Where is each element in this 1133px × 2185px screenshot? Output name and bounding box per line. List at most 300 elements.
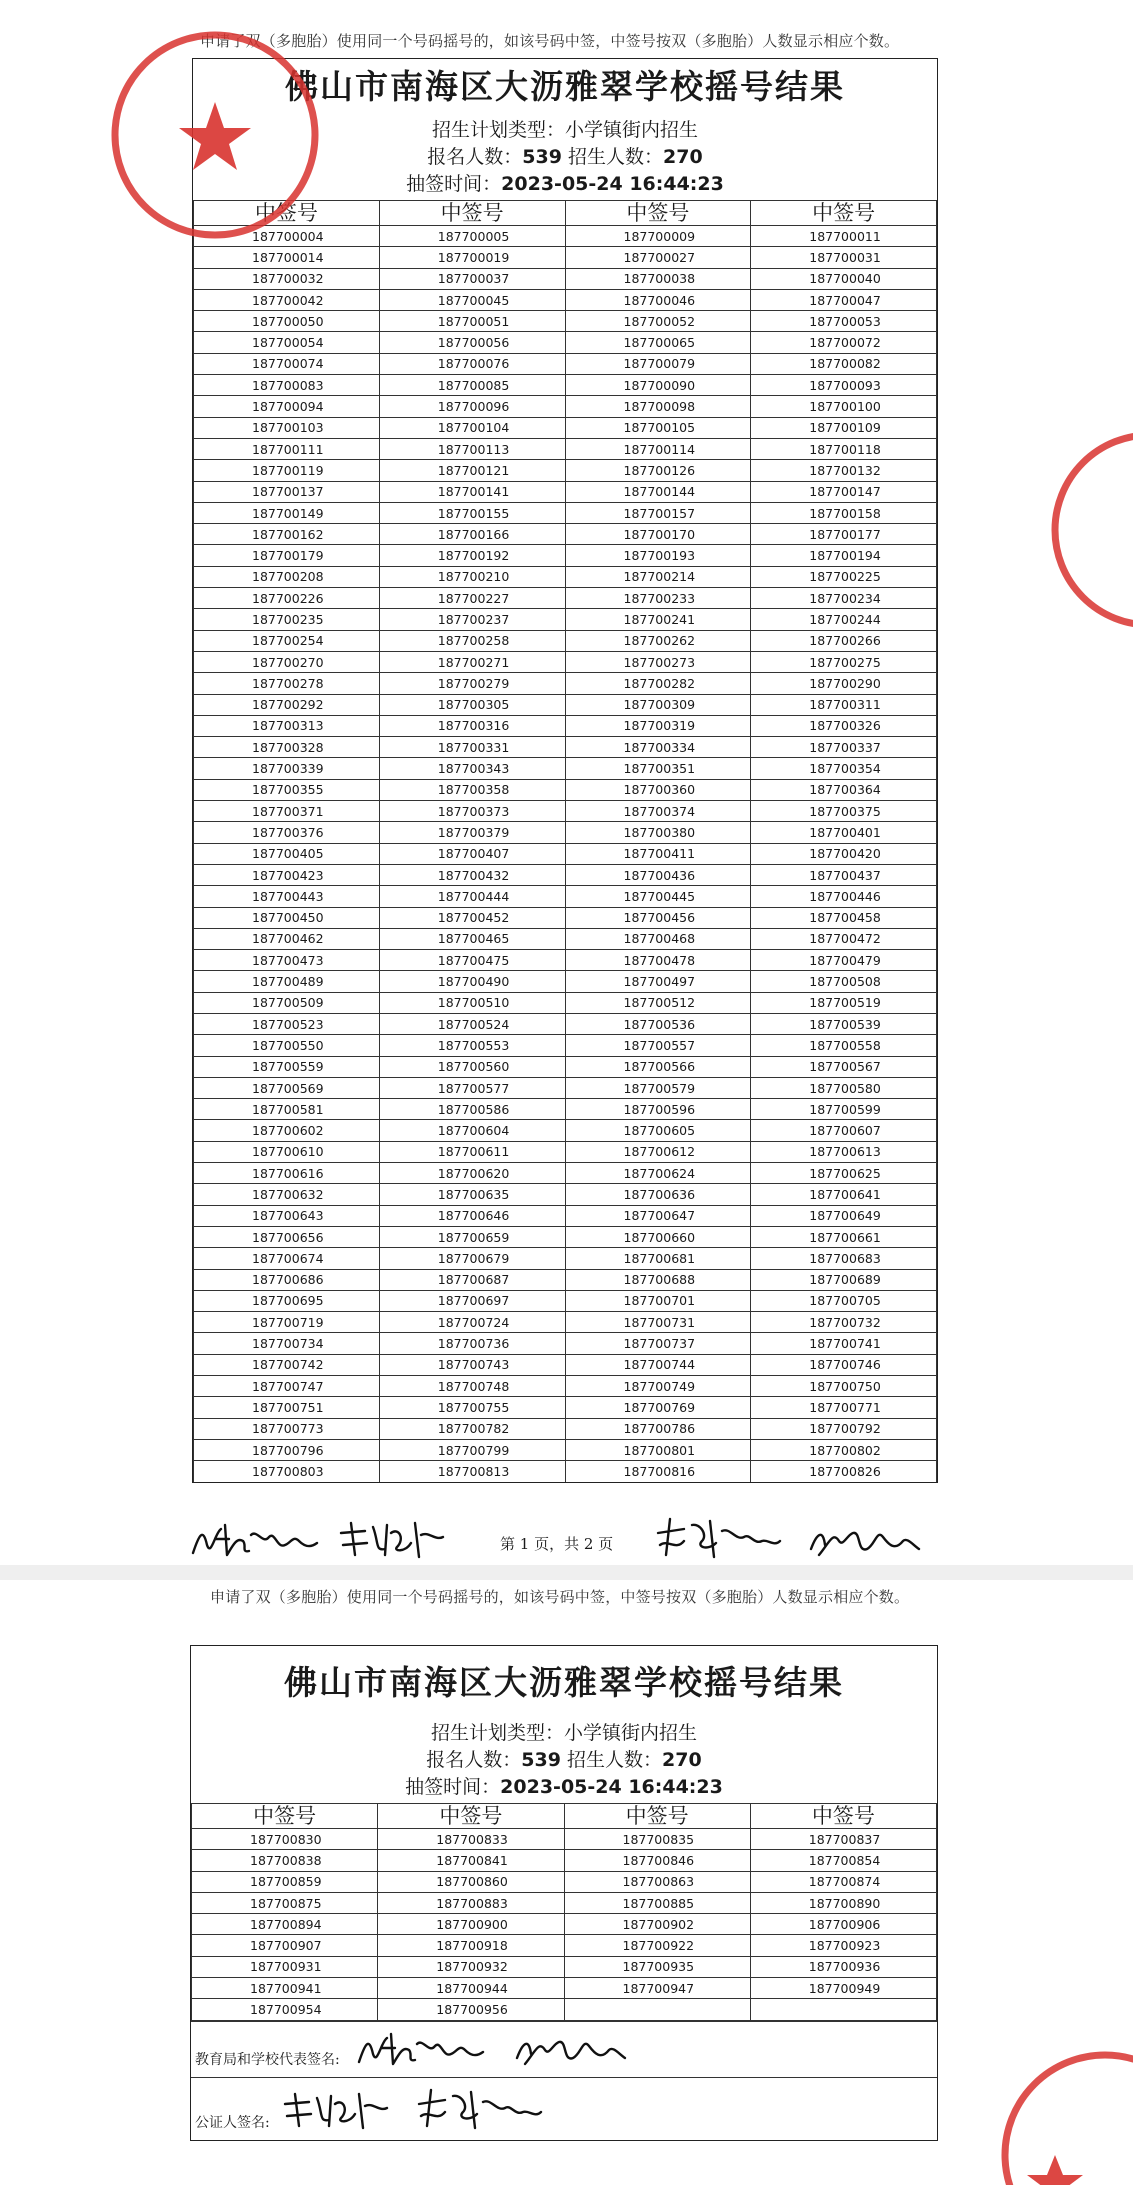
lottery-number-cell: 187700355 xyxy=(194,779,380,800)
table-row xyxy=(194,1226,937,1247)
lottery-number-cell: 187700225 xyxy=(751,566,937,587)
lottery-number-cell: 187700313 xyxy=(194,715,380,736)
lottery-number-cell: 187700083 xyxy=(194,375,380,396)
lottery-number-cell: 187700155 xyxy=(379,502,565,523)
lottery-number-cell: 187700468 xyxy=(565,928,751,949)
lottery-number-cell: 187700331 xyxy=(379,737,565,758)
lottery-number-cell: 187700420 xyxy=(751,843,937,864)
table-row xyxy=(194,311,937,332)
notary-signature-row xyxy=(191,2077,937,2140)
lottery-number-cell: 187700119 xyxy=(194,460,380,481)
lottery-number-cell: 187700560 xyxy=(379,1056,565,1077)
lottery-number-cell: 187700445 xyxy=(565,886,751,907)
lottery-number-cell: 187700103 xyxy=(194,417,380,438)
table-row xyxy=(194,1354,937,1375)
lottery-number-cell: 187700566 xyxy=(565,1056,751,1077)
plan-type-label: 招生计划类型： xyxy=(431,119,565,141)
lottery-number-cell: 187700636 xyxy=(565,1184,751,1205)
lottery-number-cell: 187700610 xyxy=(194,1141,380,1162)
table-row xyxy=(192,1999,937,2020)
lottery-number-cell: 187700309 xyxy=(565,694,751,715)
lottery-number-cell: 187700162 xyxy=(194,524,380,545)
signup-count-label: 报名人数： xyxy=(427,146,523,168)
lottery-number-cell: 187700210 xyxy=(379,566,565,587)
lottery-number-cell: 187700801 xyxy=(565,1439,751,1460)
lottery-number-cell: 187700407 xyxy=(379,843,565,864)
lottery-number-cell: 187700580 xyxy=(751,1077,937,1098)
lottery-number-cell: 187700137 xyxy=(194,481,380,502)
lottery-number-cell: 187700846 xyxy=(564,1850,750,1871)
lottery-number-cell: 187700859 xyxy=(192,1871,378,1892)
lottery-number-cell: 187700047 xyxy=(751,289,937,310)
lottery-number-cell: 187700519 xyxy=(751,992,937,1013)
lottery-number-cell: 187700371 xyxy=(194,801,380,822)
lottery-number-cell: 187700949 xyxy=(750,1978,936,1999)
lottery-number-cell: 187700456 xyxy=(565,907,751,928)
lottery-number-cell: 187700660 xyxy=(565,1226,751,1247)
lottery-number-cell: 187700279 xyxy=(379,673,565,694)
lottery-number-cell: 187700553 xyxy=(379,1035,565,1056)
lottery-number-cell: 187700643 xyxy=(194,1205,380,1226)
lottery-number-cell: 187700724 xyxy=(379,1312,565,1333)
lottery-number-cell: 187700489 xyxy=(194,971,380,992)
result-table xyxy=(193,200,937,1482)
official-seal-edge xyxy=(1040,420,1133,640)
official-seal-corner xyxy=(985,2035,1133,2185)
lottery-number-cell: 187700050 xyxy=(194,311,380,332)
lottery-number-cell: 187700337 xyxy=(751,737,937,758)
table-row xyxy=(194,1376,937,1397)
lottery-number-cell: 187700612 xyxy=(565,1141,751,1162)
lottery-number-cell: 187700624 xyxy=(565,1163,751,1184)
lottery-number-cell: 187700579 xyxy=(565,1077,751,1098)
table-row xyxy=(194,864,937,885)
lottery-number-cell xyxy=(750,1999,936,2020)
lottery-number-cell: 187700038 xyxy=(565,268,751,289)
lottery-number-cell: 187700875 xyxy=(192,1892,378,1913)
lottery-number-cell: 187700932 xyxy=(378,1956,564,1977)
lottery-number-cell: 187700586 xyxy=(379,1099,565,1120)
lottery-number-cell: 187700659 xyxy=(379,1226,565,1247)
lottery-number-cell: 187700111 xyxy=(194,438,380,459)
table-row xyxy=(194,673,937,694)
lottery-number-cell: 187700620 xyxy=(379,1163,565,1184)
lottery-number-cell: 187700126 xyxy=(565,460,751,481)
table-row xyxy=(194,779,937,800)
lottery-number-cell: 187700149 xyxy=(194,502,380,523)
lottery-number-cell: 187700646 xyxy=(379,1205,565,1226)
lottery-number-cell: 187700437 xyxy=(751,864,937,885)
lottery-number-cell: 187700472 xyxy=(751,928,937,949)
lottery-number-cell: 187700863 xyxy=(564,1871,750,1892)
lottery-number-cell: 187700098 xyxy=(565,396,751,417)
lottery-number-cell: 187700065 xyxy=(565,332,751,353)
lottery-number-cell: 187700032 xyxy=(194,268,380,289)
table-row xyxy=(194,1312,937,1333)
table-row xyxy=(194,588,937,609)
table-row xyxy=(194,268,937,289)
lottery-number-cell: 187700769 xyxy=(565,1397,751,1418)
lottery-number-cell: 187700751 xyxy=(194,1397,380,1418)
table-row xyxy=(194,1397,937,1418)
column-header: 中签号 xyxy=(750,1804,936,1829)
table-row xyxy=(194,1184,937,1205)
lottery-number-cell: 187700803 xyxy=(194,1461,380,1482)
lottery-number-cell: 187700890 xyxy=(750,1892,936,1913)
lottery-number-cell: 187700004 xyxy=(194,226,380,247)
lottery-number-cell: 187700235 xyxy=(194,609,380,630)
lottery-number-cell: 187700478 xyxy=(565,950,751,971)
column-header: 中签号 xyxy=(564,1804,750,1829)
table-row xyxy=(194,1099,937,1120)
table-row xyxy=(194,1290,937,1311)
draw-time-value: 2023-05-24 16:44:23 xyxy=(501,173,724,195)
signature-3 xyxy=(411,2082,551,2134)
lottery-number-cell: 187700695 xyxy=(194,1290,380,1311)
table-row xyxy=(192,1871,937,1892)
table-row xyxy=(194,971,937,992)
lottery-number-cell: 187700523 xyxy=(194,1013,380,1034)
lottery-number-cell: 187700305 xyxy=(379,694,565,715)
lottery-number-cell: 187700233 xyxy=(565,588,751,609)
lottery-number-cell: 187700444 xyxy=(379,886,565,907)
lottery-number-cell: 187700373 xyxy=(379,801,565,822)
lottery-number-cell: 187700118 xyxy=(751,438,937,459)
enroll-count-label: 招生人数： xyxy=(568,146,664,168)
lottery-number-cell: 187700473 xyxy=(194,950,380,971)
lottery-number-cell: 187700192 xyxy=(379,545,565,566)
lottery-number-cell: 187700053 xyxy=(751,311,937,332)
table-row xyxy=(194,353,937,374)
lottery-number-cell: 187700121 xyxy=(379,460,565,481)
lottery-number-cell: 187700569 xyxy=(194,1077,380,1098)
lottery-number-cell: 187700956 xyxy=(378,1999,564,2020)
lottery-number-cell: 187700405 xyxy=(194,843,380,864)
document-title: 佛山市南海区大沥雅翠学校摇号结果 xyxy=(285,67,845,106)
lottery-number-cell: 187700244 xyxy=(751,609,937,630)
signup-count-value: 539 xyxy=(521,1749,561,1771)
lottery-number-cell: 187700177 xyxy=(751,524,937,545)
lottery-number-cell: 187700450 xyxy=(194,907,380,928)
lottery-number-cell: 187700674 xyxy=(194,1248,380,1269)
lottery-number-cell: 187700746 xyxy=(751,1354,937,1375)
lottery-number-cell: 187700577 xyxy=(379,1077,565,1098)
table-row xyxy=(194,1248,937,1269)
lottery-number-cell: 187700625 xyxy=(751,1163,937,1184)
lottery-number-cell: 187700214 xyxy=(565,566,751,587)
lottery-number-cell: 187700401 xyxy=(751,822,937,843)
column-header: 中签号 xyxy=(194,201,380,226)
signature-4 xyxy=(511,2024,631,2074)
lottery-number-cell: 187700241 xyxy=(565,609,751,630)
lottery-number-cell: 187700258 xyxy=(379,630,565,651)
result-sheet xyxy=(190,1645,938,2141)
lottery-number-cell: 187700902 xyxy=(564,1914,750,1935)
lottery-number-cell: 187700641 xyxy=(751,1184,937,1205)
lottery-number-cell: 187700375 xyxy=(751,801,937,822)
lottery-number-cell: 187700090 xyxy=(565,375,751,396)
lottery-number-cell: 187700799 xyxy=(379,1439,565,1460)
lottery-number-cell: 187700907 xyxy=(192,1935,378,1956)
lottery-number-cell: 187700093 xyxy=(751,375,937,396)
table-row xyxy=(194,907,937,928)
lottery-number-cell: 187700596 xyxy=(565,1099,751,1120)
lottery-number-cell: 187700747 xyxy=(194,1376,380,1397)
table-row xyxy=(194,1205,937,1226)
lottery-number-cell: 187700635 xyxy=(379,1184,565,1205)
table-row xyxy=(192,1829,937,1850)
lottery-number-cell: 187700679 xyxy=(379,1248,565,1269)
lottery-number-cell: 187700719 xyxy=(194,1312,380,1333)
table-row xyxy=(194,886,937,907)
table-row xyxy=(192,1956,937,1977)
lottery-number-cell: 187700311 xyxy=(751,694,937,715)
signup-count-value: 539 xyxy=(522,146,562,168)
lottery-number-cell: 187700157 xyxy=(565,502,751,523)
lottery-number-cell: 187700841 xyxy=(378,1850,564,1871)
table-row xyxy=(194,417,937,438)
table-row xyxy=(194,460,937,481)
lottery-number-cell: 187700743 xyxy=(379,1354,565,1375)
lottery-number-cell: 187700732 xyxy=(751,1312,937,1333)
lottery-number-cell: 187700931 xyxy=(192,1956,378,1977)
result-table xyxy=(191,1803,937,2021)
lottery-number-cell: 187700076 xyxy=(379,353,565,374)
lottery-number-cell: 187700557 xyxy=(565,1035,751,1056)
table-row xyxy=(194,822,937,843)
lottery-number-cell: 187700319 xyxy=(565,715,751,736)
lottery-number-cell: 187700736 xyxy=(379,1333,565,1354)
plan-type-value: 小学镇街内招生 xyxy=(564,1722,698,1744)
lottery-number-cell: 187700374 xyxy=(565,801,751,822)
table-row xyxy=(194,737,937,758)
lottery-number-cell: 187700113 xyxy=(379,438,565,459)
lottery-number-cell: 187700376 xyxy=(194,822,380,843)
lottery-number-cell: 187700094 xyxy=(194,396,380,417)
lottery-number-cell: 187700731 xyxy=(565,1312,751,1333)
lottery-number-cell: 187700475 xyxy=(379,950,565,971)
twins-note: 申请了双（多胞胎）使用同一个号码摇号的，如该号码中签，中签号按双（多胞胎）人数显示相应个数。 xyxy=(210,1588,910,1606)
lottery-number-cell: 187700046 xyxy=(565,289,751,310)
plan-type-line xyxy=(191,1720,937,1747)
table-row xyxy=(192,1850,937,1871)
table-row xyxy=(194,992,937,1013)
table-row xyxy=(194,1163,937,1184)
lottery-number-cell: 187700773 xyxy=(194,1418,380,1439)
page-footer xyxy=(185,1525,945,1565)
lottery-number-cell: 187700458 xyxy=(751,907,937,928)
lottery-number-cell: 187700358 xyxy=(379,779,565,800)
count-line xyxy=(191,1747,937,1774)
table-row xyxy=(192,1935,937,1956)
lottery-number-cell: 187700604 xyxy=(379,1120,565,1141)
lottery-number-cell: 187700436 xyxy=(565,864,751,885)
column-header: 中签号 xyxy=(379,201,565,226)
lottery-number-cell: 187700354 xyxy=(751,758,937,779)
table-row xyxy=(192,1978,937,1999)
lottery-number-cell: 187700193 xyxy=(565,545,751,566)
lottery-number-cell: 187700042 xyxy=(194,289,380,310)
lottery-number-cell: 187700860 xyxy=(378,1871,564,1892)
lottery-number-cell xyxy=(564,1999,750,2020)
table-row xyxy=(194,1056,937,1077)
table-row xyxy=(194,758,937,779)
lottery-number-cell: 187700072 xyxy=(751,332,937,353)
result-sheet xyxy=(192,58,938,1483)
lottery-number-cell: 187700941 xyxy=(192,1978,378,1999)
lottery-number-cell: 187700051 xyxy=(379,311,565,332)
lottery-number-cell: 187700141 xyxy=(379,481,565,502)
lottery-number-cell: 187700922 xyxy=(564,1935,750,1956)
lottery-number-cell: 187700512 xyxy=(565,992,751,1013)
enroll-count-label: 招生人数： xyxy=(567,1749,663,1771)
signature-1 xyxy=(185,1515,335,1565)
signature-2 xyxy=(279,2084,394,2134)
lottery-number-cell: 187700328 xyxy=(194,737,380,758)
lottery-number-cell: 187700227 xyxy=(379,588,565,609)
lottery-number-cell: 187700602 xyxy=(194,1120,380,1141)
enroll-count-value: 270 xyxy=(662,1749,702,1771)
lottery-number-cell: 187700656 xyxy=(194,1226,380,1247)
lottery-number-cell: 187700497 xyxy=(565,971,751,992)
lottery-number-cell: 187700443 xyxy=(194,886,380,907)
lottery-number-cell: 187700351 xyxy=(565,758,751,779)
lottery-number-cell: 187700885 xyxy=(564,1892,750,1913)
lottery-number-cell: 187700105 xyxy=(565,417,751,438)
lottery-number-cell: 187700900 xyxy=(378,1914,564,1935)
page-number: 第 1 页，共 2 页 xyxy=(500,1535,614,1553)
lottery-number-cell: 187700079 xyxy=(565,353,751,374)
lottery-number-cell: 187700750 xyxy=(751,1376,937,1397)
lottery-number-cell: 187700816 xyxy=(565,1461,751,1482)
table-row xyxy=(194,950,937,971)
lottery-number-cell: 187700270 xyxy=(194,651,380,672)
lottery-number-cell: 187700661 xyxy=(751,1226,937,1247)
lottery-number-cell: 187700813 xyxy=(379,1461,565,1482)
table-row xyxy=(194,694,937,715)
table-row xyxy=(194,545,937,566)
lottery-number-cell: 187700616 xyxy=(194,1163,380,1184)
lottery-number-cell: 187700599 xyxy=(751,1099,937,1120)
lottery-number-cell: 187700014 xyxy=(194,247,380,268)
table-row xyxy=(194,566,937,587)
result-page-2 xyxy=(0,1580,1133,2185)
signature-4 xyxy=(805,1515,925,1565)
table-row xyxy=(194,524,937,545)
lottery-number-cell: 187700687 xyxy=(379,1269,565,1290)
lottery-number-cell: 187700339 xyxy=(194,758,380,779)
lottery-number-cell: 187700632 xyxy=(194,1184,380,1205)
lottery-number-cell: 187700266 xyxy=(751,630,937,651)
lottery-number-cell: 187700273 xyxy=(565,651,751,672)
lottery-number-cell: 187700935 xyxy=(564,1956,750,1977)
table-row xyxy=(194,396,937,417)
lottery-number-cell: 187700923 xyxy=(750,1935,936,1956)
lottery-number-cell: 187700689 xyxy=(751,1269,937,1290)
representative-signature-label: 教育局和学校代表签名: xyxy=(195,2051,340,2068)
lottery-number-cell: 187700826 xyxy=(751,1461,937,1482)
lottery-number-cell: 187700833 xyxy=(378,1829,564,1850)
lottery-number-cell: 187700364 xyxy=(751,779,937,800)
lottery-number-cell: 187700802 xyxy=(751,1439,937,1460)
lottery-number-cell: 187700742 xyxy=(194,1354,380,1375)
table-row xyxy=(194,375,937,396)
table-row xyxy=(194,1333,937,1354)
lottery-number-cell: 187700104 xyxy=(379,417,565,438)
lottery-number-cell: 187700906 xyxy=(750,1914,936,1935)
lottery-number-cell: 187700275 xyxy=(751,651,937,672)
lottery-number-cell: 187700838 xyxy=(192,1850,378,1871)
plan-type-value: 小学镇街内招生 xyxy=(565,119,699,141)
table-row xyxy=(194,1461,937,1482)
lottery-number-cell: 187700282 xyxy=(565,673,751,694)
official-seal xyxy=(100,20,330,250)
lottery-number-cell: 187700536 xyxy=(565,1013,751,1034)
lottery-number-cell: 187700446 xyxy=(751,886,937,907)
lottery-number-cell: 187700792 xyxy=(751,1418,937,1439)
lottery-number-cell: 187700681 xyxy=(565,1248,751,1269)
column-header: 中签号 xyxy=(378,1804,564,1829)
table-row xyxy=(194,1141,937,1162)
signature-2 xyxy=(335,1513,450,1563)
lottery-number-cell: 187700031 xyxy=(751,247,937,268)
table-row xyxy=(194,801,937,822)
lottery-number-cell: 187700170 xyxy=(565,524,751,545)
twins-note: 申请了双（多胞胎）使用同一个号码摇号的，如该号码中签，中签号按双（多胞胎）人数显示相应个数。 xyxy=(200,32,900,50)
signature-1 xyxy=(351,2024,501,2074)
table-row xyxy=(194,715,937,736)
lottery-number-cell: 187700109 xyxy=(751,417,937,438)
lottery-number-cell: 187700771 xyxy=(751,1397,937,1418)
lottery-number-cell: 187700607 xyxy=(751,1120,937,1141)
lottery-number-cell: 187700432 xyxy=(379,864,565,885)
table-row xyxy=(194,1439,937,1460)
lottery-number-cell: 187700334 xyxy=(565,737,751,758)
lottery-number-cell: 187700379 xyxy=(379,822,565,843)
notary-signature-label: 公证人签名: xyxy=(195,2114,270,2131)
lottery-number-cell: 187700343 xyxy=(379,758,565,779)
table-row xyxy=(194,630,937,651)
table-header-row xyxy=(192,1804,937,1829)
lottery-number-cell: 187700567 xyxy=(751,1056,937,1077)
lottery-number-cell: 187700096 xyxy=(379,396,565,417)
lottery-number-cell: 187700037 xyxy=(379,268,565,289)
lottery-number-cell: 187700054 xyxy=(194,332,380,353)
lottery-number-cell: 187700830 xyxy=(192,1829,378,1850)
lottery-number-cell: 187700705 xyxy=(751,1290,937,1311)
lottery-number-cell: 187700100 xyxy=(751,396,937,417)
lottery-number-cell: 187700854 xyxy=(750,1850,936,1871)
lottery-number-cell: 187700741 xyxy=(751,1333,937,1354)
column-header: 中签号 xyxy=(192,1804,378,1829)
lottery-number-cell: 187700234 xyxy=(751,588,937,609)
column-header: 中签号 xyxy=(751,201,937,226)
lottery-number-cell: 187700744 xyxy=(565,1354,751,1375)
table-row xyxy=(194,481,937,502)
lottery-number-cell: 187700380 xyxy=(565,822,751,843)
lottery-number-cell: 187700262 xyxy=(565,630,751,651)
lottery-number-cell: 187700796 xyxy=(194,1439,380,1460)
lottery-number-cell: 187700292 xyxy=(194,694,380,715)
lottery-number-cell: 187700524 xyxy=(379,1013,565,1034)
table-row xyxy=(194,609,937,630)
lottery-number-cell: 187700452 xyxy=(379,907,565,928)
table-row xyxy=(194,332,937,353)
lottery-number-cell: 187700423 xyxy=(194,864,380,885)
table-row xyxy=(194,1077,937,1098)
lottery-number-cell: 187700011 xyxy=(751,226,937,247)
table-row xyxy=(194,1013,937,1034)
